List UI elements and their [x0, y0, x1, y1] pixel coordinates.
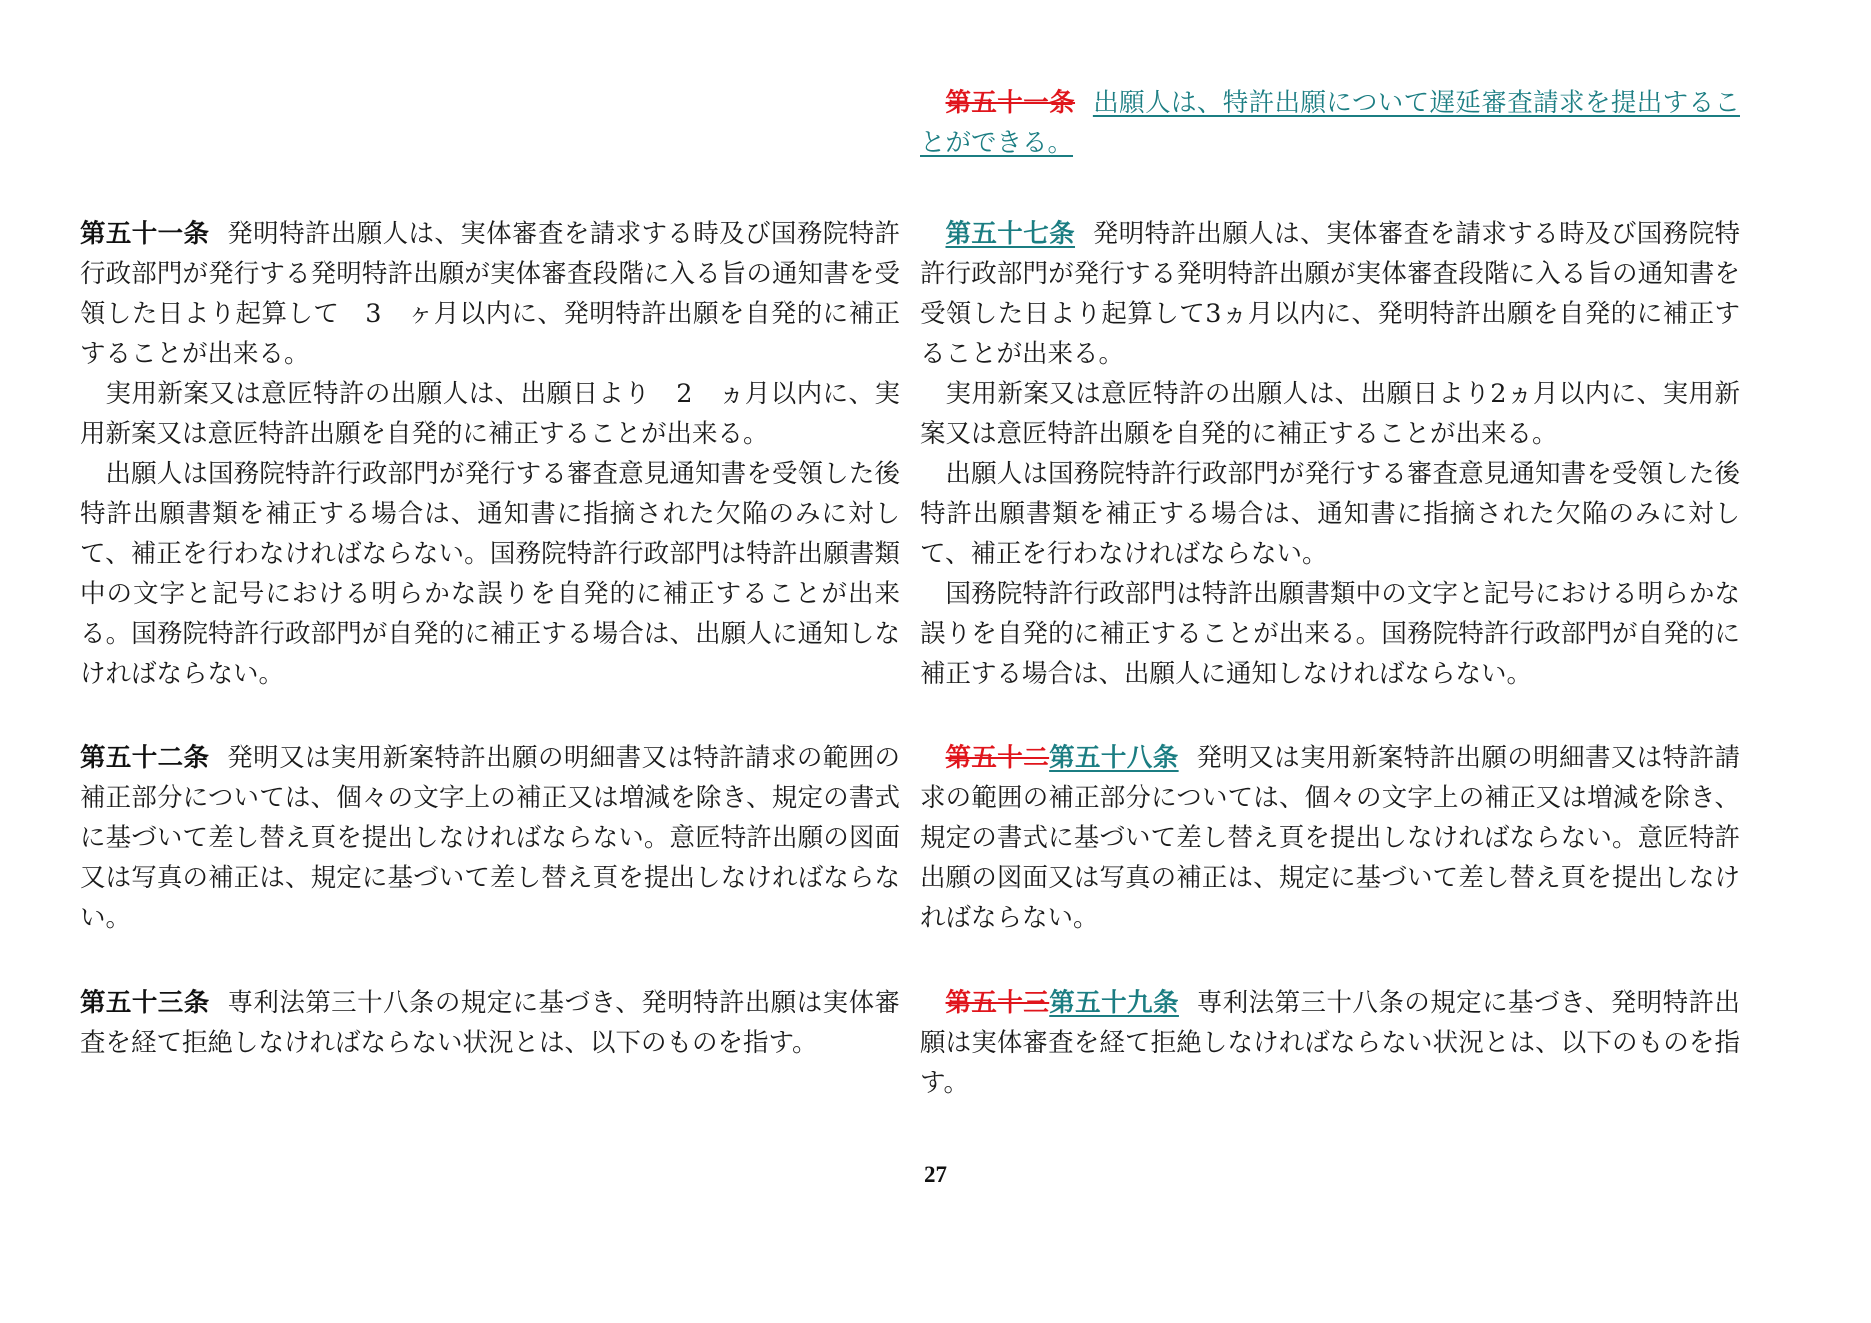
paragraph-text: 発明特許出願人は、実体審査を請求する時及び国務院特許行政部門が発行する発明特許出願が実体審査段階に入る旨の通知書を受領した日より起算して3ヵ月以内に、発明特許出願を自発的に補正することが出来る。	[920, 219, 1740, 369]
deleted-heading: 第五十一条	[945, 88, 1076, 118]
article-58-revised	[920, 738, 1740, 938]
article-51-current	[80, 214, 900, 694]
paragraph-text: 発明又は実用新案特許出願の明細書又は特許請求の範囲の補正部分については、個々の文字上の補正又は増減を除き、規定の書式に基づいて差し替え頁を提出しなければならない。意匠特許出願の図面又は写真の補正は、規定に基づいて差し替え頁を提出しなければならない。	[80, 743, 900, 933]
article-53-current	[80, 983, 900, 1063]
article-51-new	[920, 83, 1740, 163]
article-58-paragraph-1	[920, 738, 1740, 938]
paragraph-text: 専利法第三十八条の規定に基づき、発明特許出願は実体審査を経て拒絶しなければならない状況とは、以下のものを指す。	[920, 988, 1740, 1098]
article-59-paragraph-1	[920, 983, 1740, 1103]
article-51-paragraph-2: 実用新案又は意匠特許の出願人は、出願日より 2 ヵ月以内に、実用新案又は意匠特許出願を自発的に補正することが出来る。	[80, 379, 900, 449]
article-51-new-paragraph	[920, 83, 1740, 163]
article-51-paragraph-1	[80, 214, 900, 374]
deleted-heading: 第五十三	[945, 988, 1050, 1018]
article-57-paragraph-4: 国務院特許行政部門は特許出願書類中の文字と記号における明らかな誤りを自発的に補正することが出来る。国務院特許行政部門が自発的に補正する場合は、出願人に通知しなければならない。	[920, 579, 1740, 689]
inserted-text: 出願人は、特許出願について遅延審査請求を提出することができる。	[920, 88, 1740, 158]
article-59-revised	[920, 983, 1740, 1103]
paragraph-text: 専利法第三十八条の規定に基づき、発明特許出願は実体審査を経て拒絶しなければならない状況とは、以下のものを指す。	[80, 988, 900, 1058]
article-57-revised	[920, 214, 1740, 694]
page-number: 27	[924, 1162, 947, 1187]
article-heading: 第五十三条	[80, 988, 210, 1018]
article-heading: 第五十一条	[80, 219, 210, 249]
paragraph-text: 発明又は実用新案特許出願の明細書又は特許請求の範囲の補正部分については、個々の文字上の補正又は増減を除き、規定の書式に基づいて差し替え頁を提出しなければならない。意匠特許出願の図面又は写真の補正は、規定に基づいて差し替え頁を提出しなければならない。	[920, 743, 1740, 933]
deleted-heading: 第五十二	[945, 743, 1050, 773]
article-51-paragraph-3: 出願人は国務院特許行政部門が発行する審査意見通知書を受領した後特許出願書類を補正する場合は、通知書に指摘された欠陥のみに対して、補正を行わなければならない。国務院特許行政部門は特許出願書類中の文字と記号における明らかな誤りを自発的に補正することが出来る。国務院特許行政部門が自発的に補正する場合は、出願人に通知しなければならない。	[80, 459, 900, 689]
article-53-paragraph-1	[80, 983, 900, 1063]
article-heading: 第五十二条	[80, 743, 210, 773]
article-57-paragraph-2: 実用新案又は意匠特許の出願人は、出願日より2ヵ月以内に、実用新案又は意匠特許出願を自発的に補正することが出来る。	[920, 379, 1740, 449]
inserted-heading: 第五十七条	[945, 219, 1076, 249]
inserted-heading: 第五十八条	[1049, 743, 1179, 773]
article-57-paragraph-3: 出願人は国務院特許行政部門が発行する審査意見通知書を受領した後特許出願書類を補正する場合は、通知書に指摘された欠陥のみに対して、補正を行わなければならない。	[920, 459, 1740, 569]
article-52-paragraph-1	[80, 738, 900, 938]
article-57-paragraph-1	[920, 214, 1740, 374]
article-52-current	[80, 738, 900, 938]
paragraph-text: 発明特許出願人は、実体審査を請求する時及び国務院特許行政部門が発行する発明特許出願が実体審査段階に入る旨の通知書を受領した日より起算して 3 ヶ月以内に、発明特許出願を自発的に補正することが出来る。	[80, 219, 900, 369]
inserted-heading: 第五十九条	[1049, 988, 1179, 1018]
